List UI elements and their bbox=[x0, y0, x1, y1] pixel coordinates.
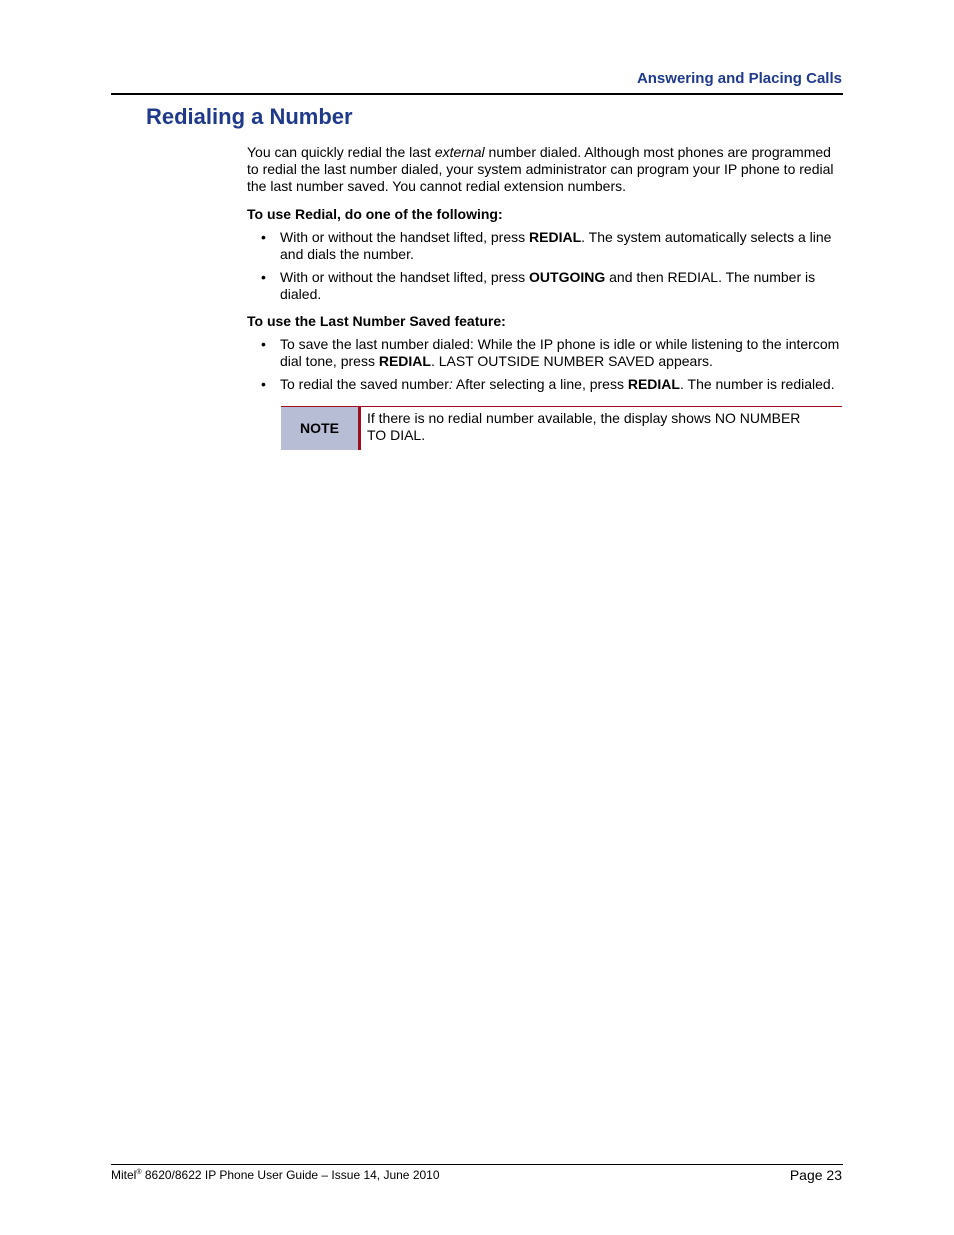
key-name: REDIAL bbox=[378, 353, 431, 369]
key-name: REDIAL bbox=[627, 376, 680, 392]
list-item-text: To redial the saved number bbox=[280, 376, 449, 392]
page-number: Page 23 bbox=[789, 1167, 842, 1183]
list-item-text: . The system automatically selects a line and dials the number. bbox=[280, 229, 832, 262]
note-box bbox=[281, 406, 842, 450]
footer-guide-title: 8620/8622 IP Phone User Guide – Issue 14, June 2010 bbox=[141, 1168, 440, 1182]
list-item bbox=[247, 229, 843, 263]
footer-rule bbox=[111, 1164, 843, 1165]
intro-paragraph bbox=[247, 144, 843, 195]
key-name: OUTGOING bbox=[529, 269, 606, 285]
procedure-heading-last-number-saved: To use the Last Number Saved feature: bbox=[247, 313, 506, 329]
list-item bbox=[247, 336, 843, 370]
list-item bbox=[247, 269, 843, 303]
list-item-emphasis: : bbox=[448, 376, 453, 392]
section-title: Redialing a Number bbox=[146, 104, 353, 129]
list-item-text: With or without the handset lifted, press bbox=[280, 229, 530, 245]
list-item-text: After selecting a line, press bbox=[452, 376, 628, 392]
note-label: NOTE bbox=[281, 407, 361, 450]
bullet-icon: • bbox=[261, 269, 266, 285]
list-item-text: . The number is redialed. bbox=[679, 376, 835, 392]
list-item bbox=[247, 376, 843, 393]
list-item-text: With or without the handset lifted, press bbox=[280, 269, 530, 285]
footer-brand: Mitel bbox=[111, 1168, 137, 1182]
list-item-text: . LAST OUTSIDE NUMBER SAVED appears. bbox=[430, 353, 713, 369]
list-item-text: To save the last number dialed: While the IP phone is idle or while listening to the intercom dial tone, press bbox=[280, 336, 840, 369]
note-text: If there is no redial number available, the display shows NO NUMBER TO DIAL. bbox=[367, 410, 801, 443]
footer-document-title bbox=[111, 1168, 440, 1182]
running-header: Answering and Placing Calls bbox=[636, 70, 842, 87]
bullet-icon: • bbox=[261, 376, 266, 392]
intro-text-end: number dialed. Although most phones are programmed to redial the last number dialed, your system administrator can program your IP phone to redial the last number saved. You cannot redial extension numbers. bbox=[247, 144, 834, 194]
section-body bbox=[247, 144, 843, 403]
key-name: REDIAL bbox=[529, 229, 582, 245]
bullet-icon: • bbox=[261, 229, 266, 245]
procedure-heading-redial: To use Redial, do one of the following: bbox=[247, 206, 503, 222]
header-rule bbox=[111, 93, 843, 95]
intro-text-start: You can quickly redial the last bbox=[247, 144, 435, 160]
bullet-icon: • bbox=[261, 336, 266, 352]
intro-emphasis: external bbox=[434, 144, 485, 160]
registered-mark: ® bbox=[136, 1169, 142, 1176]
list-item-text: and then REDIAL. The number is dialed. bbox=[280, 269, 816, 302]
procedure-list-last-number-saved bbox=[247, 336, 843, 393]
procedure-list-redial bbox=[247, 229, 843, 303]
